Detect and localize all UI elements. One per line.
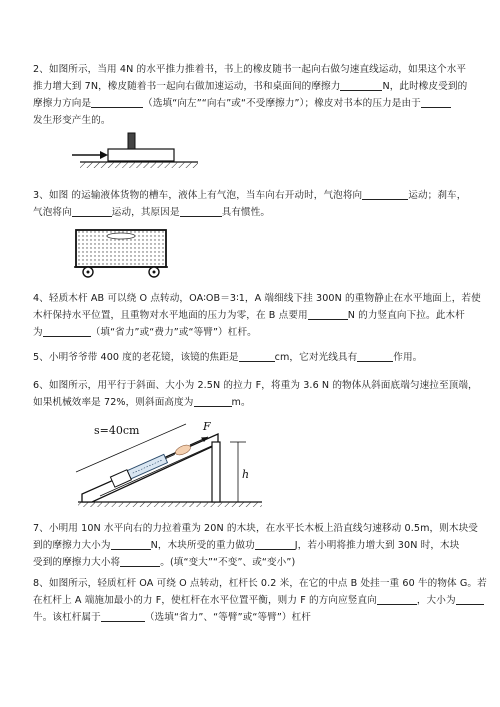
wheel-left-hub [87, 271, 90, 274]
table-hatch [80, 162, 198, 168]
question-4-text: N 的力竖直向下拉。此木杆 [347, 310, 465, 321]
answer-blank[interactable] [194, 395, 232, 407]
answer-blank[interactable] [255, 538, 295, 550]
question-7-text: J，若小明将推力增大到 30N 时，木块 [294, 540, 460, 551]
question-3-text: 3、如图 的运输液体货物的槽车，液体上有气泡，当车向右开动时，气泡将向 [33, 190, 363, 201]
question-7-line-2 [33, 537, 473, 554]
wheel-right-hub [153, 271, 156, 274]
question-4-text: 木杆保持水平位置，且重物对水平地面的压力为零，在 B 点要用 [33, 310, 308, 321]
question-2-text: 推力增大到 7N，橡皮随着书一起向右做加速运动，书和桌面间的摩擦力 [33, 81, 341, 92]
answer-blank[interactable] [43, 325, 91, 337]
question-8-text: ，大小为 [416, 595, 456, 606]
question-7-text: 。(填“变大”“不变”、或“变小”) [160, 557, 296, 568]
question-7-text: N，木块所受的重力做功 [150, 540, 255, 551]
question-4-line-2 [33, 307, 473, 324]
question-2-line-4: 发生形变产生的。 [33, 115, 111, 126]
question-8 [33, 575, 487, 626]
answer-blank[interactable] [111, 538, 151, 550]
question-8-text: 牛。该杠杆属于 [33, 612, 101, 623]
question-7-text: 受到的摩擦力大小将 [33, 557, 121, 568]
question-8-line-2 [33, 592, 473, 609]
support-post [212, 442, 220, 502]
ground-hatch [78, 502, 262, 507]
height-label: h [242, 468, 250, 481]
question-4-line-1: 4、轻质木杆 AB 可以绕 O 点转动，OA∶OB＝3∶1，A 端细线下挂 300N 的重物静止在水平地面上，若使 [33, 293, 481, 304]
question-8-text: 在杠杆上 A 端施加最小的力 F，使杠杆在水平位置平衡，则力 F 的方向应竖直向 [33, 595, 377, 606]
question-3-line-2 [33, 204, 473, 221]
push-arrowhead [100, 151, 108, 159]
question-4-text: 为 [33, 327, 43, 338]
question-7-text: 到的摩擦力大小为 [33, 540, 111, 551]
question-7-line-1: 7、小明用 10N 水平向右的力拉着重为 20N 的木块，在水平长木板上沿直线匀速移动 0.5m，则木块受 [33, 523, 478, 534]
answer-blank[interactable] [308, 308, 348, 320]
question-5-text: 5、小明爷爷带 400 度的老花镜，该镜的焦距是 [33, 352, 239, 363]
answer-blank[interactable] [91, 96, 143, 108]
answer-blank[interactable] [456, 593, 484, 605]
answer-blank[interactable] [377, 593, 417, 605]
question-2-line-1: 2、如图所示，当用 4N 的水平推力推着书，书上的橡皮随书一起向右做匀速直线运动，如果这个水平 [33, 64, 467, 75]
question-3-text: 具有惯性。 [221, 207, 271, 218]
question-2-text: 摩擦力方向是 [33, 98, 92, 109]
answer-blank[interactable] [180, 205, 222, 217]
question-3-line-1 [33, 187, 473, 204]
question-3-text: 运动，其原因是 [111, 207, 180, 218]
answer-blank[interactable] [362, 188, 408, 200]
spring-scale [110, 449, 177, 487]
incline-figure [70, 414, 266, 510]
answer-blank[interactable] [340, 79, 382, 91]
question-8-line-1: 8、如图所示，轻质杠杆 OA 可绕 O 点转动，杠杆长 0.2 米，在它的中点 B 处挂一重 60 牛的物体 G。若 [33, 578, 487, 589]
question-5 [33, 349, 473, 366]
question-7-line-3 [33, 554, 473, 571]
question-4 [33, 290, 481, 341]
question-6-line-2 [33, 394, 473, 411]
answer-blank[interactable] [101, 610, 145, 622]
question-2-text: N，此时橡皮受到的 [382, 81, 468, 92]
question-6-text: 如果机械效率是 72%，则斜面高度为 [33, 397, 194, 408]
question-3-text: 运动；刹车， [408, 190, 467, 201]
incline-edge [100, 444, 216, 496]
question-3 [33, 187, 473, 221]
question-5-line-1 [33, 349, 473, 366]
question-4-line-3 [33, 324, 473, 341]
question-5-text: 作用。 [393, 352, 423, 363]
question-3-text: 气泡将向 [33, 207, 72, 218]
answer-blank[interactable] [357, 350, 393, 362]
question-8-line-3 [33, 609, 473, 626]
question-5-text: cm，它对光线具有 [274, 352, 358, 363]
question-2 [33, 61, 473, 129]
question-8-text: （选填“省力”、“等臂”或“等臂”）杠杆 [144, 612, 311, 623]
tank-truck-figure [74, 227, 170, 279]
question-2-text: （选填“向左”“向右”或“不受摩擦力”）；橡皮对书本的压力是由于 [143, 98, 421, 109]
answer-blank[interactable] [239, 350, 275, 362]
book [108, 149, 174, 161]
answer-blank[interactable] [72, 205, 112, 217]
question-6-text: m。 [231, 397, 251, 408]
air-bubble [107, 233, 135, 239]
question-4-text: （填“省力”或“费力”或“等臂”）杠杆。 [90, 327, 257, 338]
book-eraser-figure [70, 128, 200, 170]
answer-blank[interactable] [421, 96, 451, 108]
question-7 [33, 520, 478, 571]
question-2-line-2 [33, 78, 473, 95]
eraser [128, 133, 135, 149]
answer-blank[interactable] [120, 555, 160, 567]
force-label: F [203, 420, 211, 433]
question-6-line-1: 6、如图所示，用平行于斜面、大小为 2.5N 的拉力 F，将重为 3.6 N 的物体从斜面底端匀速拉至顶端， [33, 380, 478, 391]
question-6 [33, 377, 478, 411]
question-2-line-3 [33, 95, 473, 112]
distance-label: s=40cm [94, 424, 140, 437]
